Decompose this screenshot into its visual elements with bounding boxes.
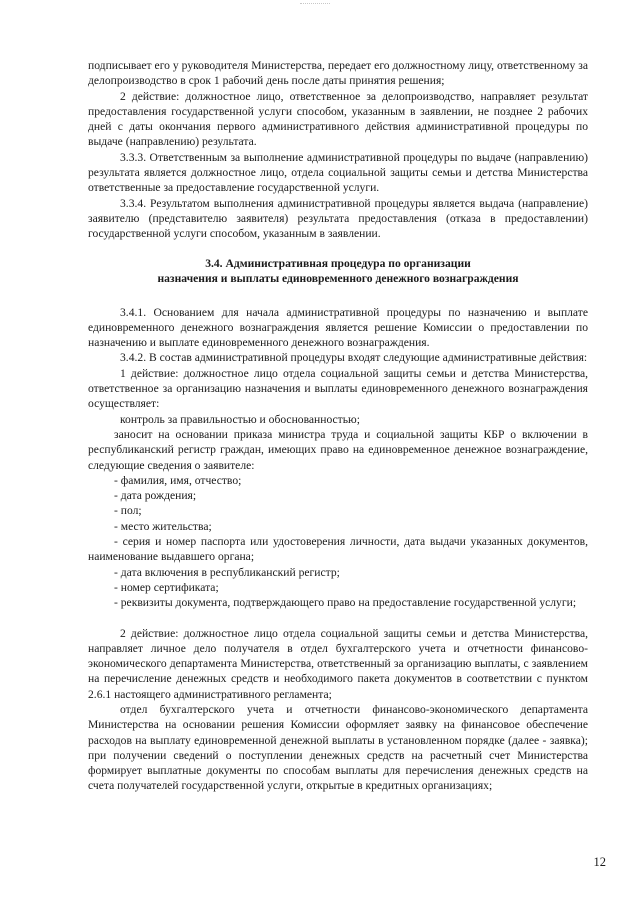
paragraph: 2 действие: должностное лицо отдела социальной защиты семьи и детства Министерства, направляет личное дело получателя в отдел бухгалтерского учета и отчетности финансово-экономического департамента Министерства, ответственный за организацию выплаты, с заявлением на перечисление денежных средств и необходимого пакета документов в соответствии с пунктом 2.6.1 настоящего административного регламента; — [88, 626, 588, 701]
paragraph: отдел бухгалтерского учета и отчетности финансово-экономического департамента Министерства на основании решения Комиссии оформляет заявку на финансовое обеспечение расходов на выплату единовременной денежной выплаты в установленном порядке (далее - заявка); при получении сведений о поступлении денежных средств на расчетный счет Министерства формирует выплатные документы по способам выплаты для перечисления денежных средств на счета получателей государственной услуги, открытые в кредитных организациях; — [88, 702, 588, 793]
paragraph: 3.4.2. В состав административной процедуры входят следующие административные действия: — [120, 351, 588, 365]
list-item: - реквизиты документа, подтверждающего право на предоставление государственной услуги; — [114, 596, 577, 610]
section-heading-line: 3.4. Административная процедура по организации — [205, 256, 471, 270]
section-heading — [88, 256, 588, 287]
page-number: 12 — [593, 855, 606, 869]
list-item: - дата включения в республиканский регистр; — [114, 565, 340, 579]
list-item: - дата рождения; — [114, 489, 197, 503]
scan-mark — [300, 3, 330, 5]
document-page — [88, 58, 588, 794]
paragraph: 3.4.1. Основанием для начала административной процедуры по назначению и выплате единовременного денежного вознаграждения является решение Комиссии о предоставлении по назначению и выплате единовременного денежного вознаграждения. — [88, 305, 588, 350]
list-item: - серия и номер паспорта или удостоверения личности, дата выдачи указанных документов, наименование выдавшего органа; — [88, 535, 588, 564]
paragraph: подписывает его у руководителя Министерства, передает его должностному лицу, ответственному за делопроизводство в срок 1 рабочий день после даты принятия решения; — [88, 59, 588, 88]
paragraph: заносит на основании приказа министра труда и социальной защиты КБР о включении в республиканский регистр граждан, имеющих право на единовременное денежное вознаграждение, следующие сведения о заявителе: — [88, 427, 588, 472]
paragraph: 1 действие: должностное лицо отдела социальной защиты семьи и детства Министерства, ответственное за организацию назначения и выплаты единовременного денежного вознаграждения осуществляет: — [88, 366, 588, 411]
paragraph: контроль за правильностью и обоснованностью; — [120, 412, 360, 426]
paragraph: 3.3.3. Ответственным за выполнение административной процедуры по выдаче (направлению) результата является должностное лицо, отдела социальной защиты семьи и детства Министерства ответственные за предоставление государственной услуги. — [88, 150, 588, 195]
list-item: - место жительства; — [114, 519, 212, 533]
list-item: - номер сертификата; — [114, 580, 219, 594]
paragraph: 3.3.4. Результатом выполнения административной процедуры является выдача (направление) заявителю (представителю заявителя) результата предоставления (отказа в предоставлении) государственной услуги способом, указанным в заявлении. — [88, 196, 588, 241]
section-heading-line: назначения и выплаты единовременного денежного вознаграждения — [157, 272, 519, 286]
paragraph: 2 действие: должностное лицо, ответственное за делопроизводство, направляет результат предоставления государственной услуги способом, указанным в заявлении, не позднее 2 рабочих дней с даты окончания первого административного действия административной процедуры по выдаче (направлению) результата. — [88, 89, 588, 149]
list-item: - пол; — [114, 504, 142, 518]
list-item: - фамилия, имя, отчество; — [114, 473, 242, 487]
